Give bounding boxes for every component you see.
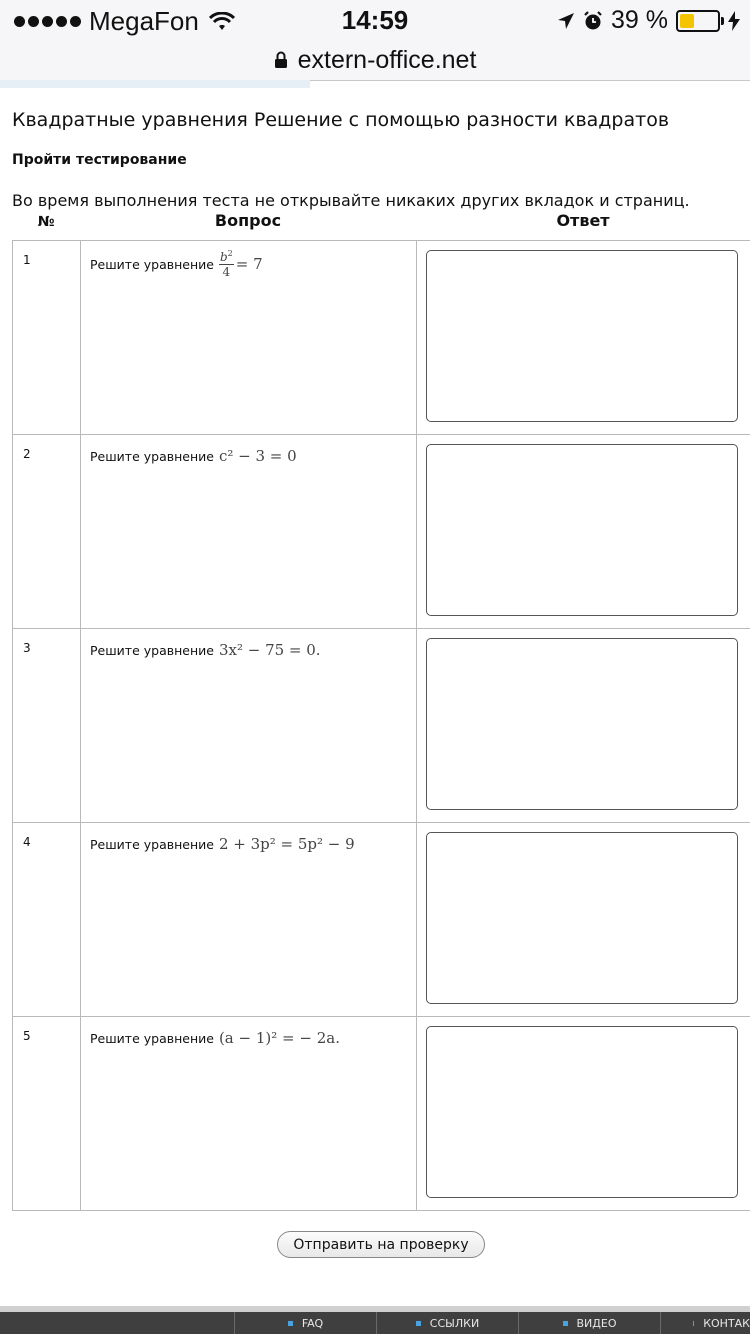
question-number: 5: [23, 1029, 31, 1043]
battery-icon: [676, 10, 720, 32]
question-text: [81, 823, 416, 853]
question-formula: $\frac{b^2}{4}$ = 7: [219, 249, 263, 279]
question-text: [81, 435, 416, 465]
carrier-name: MegaFon: [89, 6, 199, 36]
bullet-icon: [693, 1321, 694, 1326]
table-header: [12, 211, 750, 239]
footer-link-label: ВИДЕО: [576, 1316, 617, 1330]
page-content: [12, 100, 750, 210]
address-bar[interactable]: [0, 40, 750, 81]
footer-link-video[interactable]: [518, 1312, 660, 1334]
charging-bolt-icon: [728, 11, 740, 31]
footer-link-label: ССЫЛКИ: [429, 1316, 480, 1330]
lock-icon: [274, 51, 288, 69]
question-prompt: Решите уравнение: [90, 1030, 214, 1046]
question-number: 1: [23, 253, 31, 267]
clock: 14:59: [341, 5, 409, 35]
header-num: №: [37, 214, 55, 230]
page-subtitle: Пройти тестирование: [12, 152, 187, 168]
question-text: [81, 1017, 416, 1047]
answer-input[interactable]: [426, 250, 738, 422]
table-row: [13, 1017, 750, 1211]
bullet-icon: [563, 1321, 568, 1326]
question-number: 3: [23, 641, 31, 655]
question-formula: c² − 3 = 0: [218, 447, 297, 465]
question-text: [81, 629, 416, 659]
alarm-icon: [583, 11, 603, 31]
table-row: [13, 241, 750, 435]
question-prompt: Решите уравнение: [90, 448, 214, 464]
question-formula: 3x² − 75 = 0.: [218, 641, 321, 659]
footer-nav: [0, 1306, 750, 1334]
question-prompt: Решите уравнение: [90, 256, 214, 272]
battery-percent: 39 %: [611, 6, 668, 34]
answer-input[interactable]: [426, 1026, 738, 1198]
location-arrow-icon: [557, 12, 575, 30]
url-text[interactable]: extern-office.net: [297, 45, 477, 74]
footer-link-label: FAQ: [301, 1316, 324, 1330]
question-formula: 2 + 3p² = 5p² − 9: [218, 835, 355, 853]
status-right: [557, 6, 740, 35]
bullet-icon: [416, 1321, 421, 1326]
footer-link-contacts[interactable]: [660, 1312, 750, 1334]
answer-input[interactable]: [426, 832, 738, 1004]
questions-table: [12, 240, 750, 1211]
question-number: 2: [23, 447, 31, 461]
question-prompt: Решите уравнение: [90, 836, 214, 852]
question-number: 4: [23, 835, 31, 849]
footer-link-label: КОНТАК: [703, 1316, 750, 1330]
table-row: [13, 435, 750, 629]
question-text: [81, 241, 416, 278]
submit-button[interactable]: Отправить на проверку: [277, 1231, 485, 1258]
table-row: [13, 629, 750, 823]
battery-level: [680, 14, 694, 28]
header-answer: Ответ: [556, 211, 610, 230]
footer-link-links[interactable]: [376, 1312, 518, 1334]
status-bar: [0, 0, 750, 40]
table-row: [13, 823, 750, 1017]
question-prompt: Решите уравнение: [90, 642, 214, 658]
answer-input[interactable]: [426, 638, 738, 810]
answer-input[interactable]: [426, 444, 738, 616]
footer-link-faq[interactable]: [234, 1312, 376, 1334]
page-title: Квадратные уравнения Решение с помощью разности квадратов: [12, 109, 670, 131]
bullet-icon: [288, 1321, 293, 1326]
question-formula: (a − 1)² = − 2a.: [218, 1029, 340, 1047]
header-question: Вопрос: [214, 211, 282, 230]
page-load-progress: [0, 80, 310, 88]
test-warning: Во время выполнения теста не открывайте никаких других вкладок и страниц.: [12, 191, 690, 210]
